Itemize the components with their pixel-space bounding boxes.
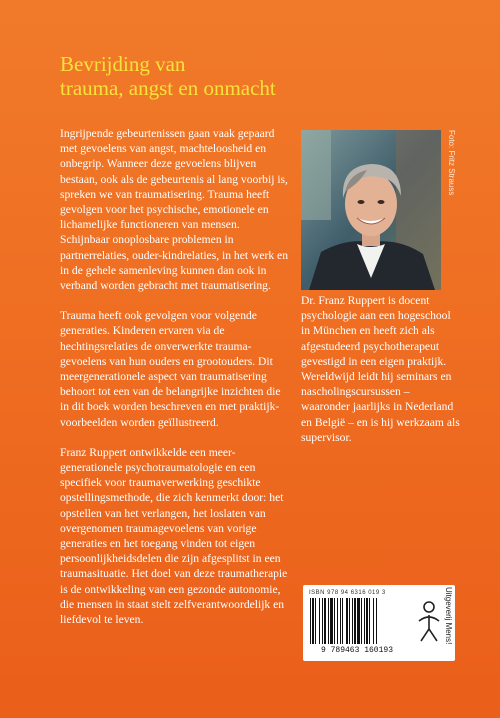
barcode-bar	[369, 598, 370, 644]
barcode-bar	[364, 598, 365, 644]
title-line-1: Bevrijding van	[60, 52, 186, 76]
barcode-bar	[366, 598, 368, 644]
barcode-bar	[334, 598, 335, 644]
barcode-icon	[309, 598, 404, 644]
title-line-2: trauma, angst en onmacht	[60, 76, 276, 100]
publisher-logo-icon	[415, 599, 443, 643]
barcode-number: 9 789463 160193	[320, 646, 393, 655]
author-photo	[301, 130, 441, 290]
barcode-bar	[376, 598, 377, 644]
barcode-bar	[373, 598, 374, 644]
isbn-label: ISBN 978 94 6316 019 3	[309, 590, 386, 596]
barcode-bar	[361, 598, 362, 644]
barcode-bar	[310, 598, 311, 644]
publisher-name: Uitgeverij Mens!	[444, 587, 453, 645]
blurb-paragraph-2: Trauma heeft ook gevolgen voor volgende generaties. Kinderen ervaren via de hechtingsrelaties de onverwerkte trauma-gevoelens van hun ouders en grootouders. Dit meergenerationele aspect van traumatisering behoort tot een van de belangrijke inzichten die in dit boek worden beschreven en met praktijk-voorbeelden worden geïllustreerd.	[60, 309, 281, 429]
barcode-bar	[354, 598, 356, 644]
photo-credit: Foto: Fritz Strauss	[447, 130, 456, 196]
barcode-bar	[315, 598, 316, 644]
barcode-bar	[352, 598, 353, 644]
barcode-bar	[324, 598, 326, 644]
barcode-bar	[340, 598, 341, 644]
barcode-bar	[349, 598, 350, 644]
book-title	[60, 52, 420, 100]
barcode-bar	[346, 598, 348, 644]
author-bio-column	[301, 293, 461, 445]
barcode-bar	[319, 598, 320, 644]
barcode-bar	[342, 598, 343, 644]
author-portrait-icon	[301, 130, 441, 290]
barcode-bar	[312, 598, 314, 644]
barcode-bar	[322, 598, 323, 644]
barcode-bar	[330, 598, 333, 644]
blurb-paragraph-3: Franz Ruppert ontwikkelde een meer-generationele psychotraumatologie en een specifiek voor traumaverwerking geschikte opstellingsmethode, die zich kenmerkt door: het opstellen van het verlangen, het loslaten van overgenomen traumagevoelens van vorige generaties en het toegang vinden tot eigen persoonlijkheidsdelen die zijn afgesplitst in een traumasituatie. Het doel van deze traumatherapie is de ontwikkeling van een gezonde autonomie, die mensen in staat stelt zelfverantwoordelijk en liefdevol te leven.	[60, 445, 288, 627]
barcode-bar	[357, 598, 360, 644]
blurb-paragraph-1: Ingrijpende gebeurtenissen gaan vaak gepaard met gevoelens van angst, machteloosheid en onbegrip. Wanneer deze gevoelens blijven bestaan, ook als de gebeurtenis al lang voorbij is, spreken we van traumatisering. Trauma heeft gevolgen voor het psychische, emotionele en lichamelijke functioneren van mensen. Schijnbaar onoplosbare problemen in partnerrelaties, ouder-kindrelaties, in het werk en in de gehele samenleving kunnen dan ook in verband worden gebracht met traumatisering.	[60, 127, 289, 293]
barcode-bar	[337, 598, 338, 644]
blurb-column	[60, 126, 292, 642]
barcode-bar	[328, 598, 329, 644]
author-bio: Dr. Franz Ruppert is docent psychologie aan een hogeschool in München en heeft zich als afgestudeerd psychotherapeut gevestigd in een eigen praktijk. Wereldwijd leidt hij seminars en nascholingscursussen – waaronder jaarlijks in Nederland en België – en is hij werkzaam als supervisor.	[301, 294, 460, 444]
barcode-panel	[303, 585, 455, 661]
